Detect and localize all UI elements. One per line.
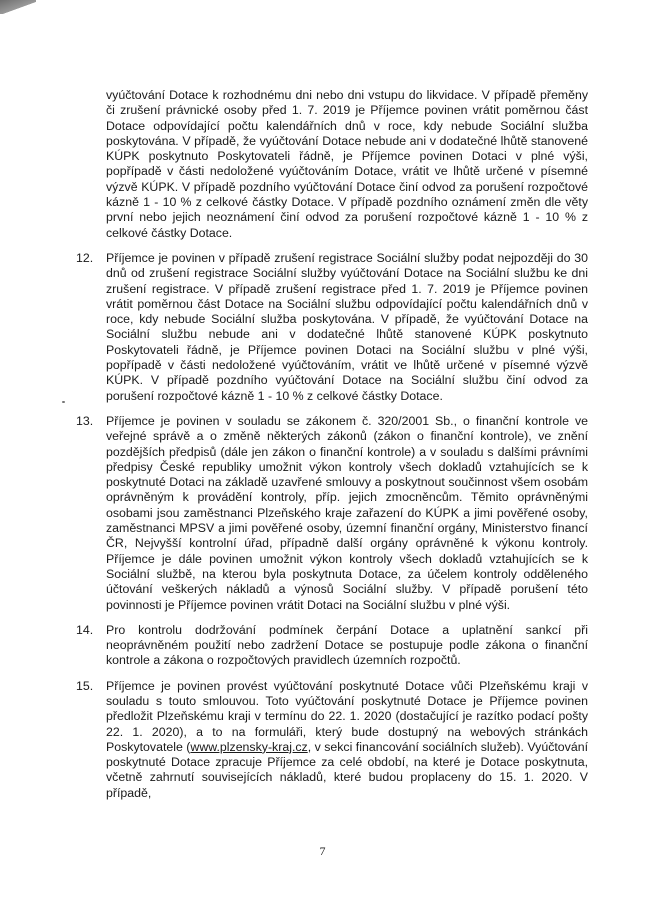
paragraph-text: Příjemce je povinen v souladu se zákonem č. 320/2001 Sb., o finanční kontrole ve veřejné správě a o změně některých zákonů (zákon o finanční kontrole), ve znění pozdějších předpisů (dále jen zákon o finanční kontrole) a v souladu s dalšími právními předpisy České republiky umožnit výkon kontroly všech dokladů vztahujících se k poskytnuté Dotaci na základě uzavřené smlouvy a poskytnout součinnost všem osobám oprávněným k provádění kontroly, příp. jejich zmocněncům. Těmito oprávněnými osobami jsou zaměstnanci Plzeňského kraje zařazení do KÚPK a jimi pověřené osoby, zaměstnanci MPSV a jimi pověřené osoby, územní finanční orgány, Ministerstvo financí ČR, Nejvyšší kontrolní úřad, případně další orgány oprávněné k výkonu kontroly. Příjemce je dále povinen umožnit výkon kontroly všech dokladů vztahujících se k Sociální službě, na kterou byla poskytnuta Dotace, za účelem kontroly odděleného účtování veškerých nákladů a výnosů Sociální služby. V případě porušení této povinnosti je Příjemce povinen vrátit Dotaci na Sociální službu v plné výši. (106, 413, 588, 612)
website-link[interactable]: www.plzensky-kraj.cz (190, 739, 308, 754)
paragraph-number: 14. (76, 622, 94, 637)
paragraph-14 (76, 623, 588, 669)
paragraph-text: Příjemce je povinen v případě zrušení registrace Sociální služby podat nejpozději do 30 dnů od zrušení registrace Sociální služby vyúčtování Dotace na Sociální službu ke dni zrušení registrace. V případě zrušení registrace před 1. 7. 2019 je Příjemce povinen vrátit poměrnou část Dotace na Sociální službu odpovídající počtu kalendářních dnů v roce, kdy nebude Sociální služba poskytována. V případě, že vyúčtování Dotace na Sociální službu nebude ani v dodatečné lhůtě stanovené KÚPK poskytnuto Poskytovateli řádně, je Příjemce povinen Dotaci na Sociální službu v plné výši, popřípadě v části nedoložené vyúčtováním, vrátit ve lhůtě určené v písemné výzvě KÚPK. V případě pozdního vyúčtování Dotace na Sociální službu činí odvod za porušení rozpočtové kázně 1 - 10 % z celkové částky Dotace. (106, 250, 588, 403)
continuation-paragraph: vyúčtování Dotace k rozhodnému dni nebo dni vstupu do likvidace. V případě přeměny či zrušení právnické osoby před 1. 7. 2019 je Příjemce povinen vrátit poměrnou část Dotace odpovídající počtu kalendářních dnů v roce, kdy nebude Sociální služba poskytována. V případě, že vyúčtování Dotace nebude ani v dodatečné lhůtě stanovené KÚPK poskytnuto Poskytovateli řádně, je Příjemce povinen Dotaci v plné výši, popřípadě v části nedoložené vyúčtováním Dotace, vrátit ve lhůtě určené v písemné výzvě KÚPK. V případě pozdního vyúčtování Dotace činí odvod za porušení rozpočtové kázně 1 - 10 % z celkové částky Dotace. V případě pozdního oznámení změn dle věty první nebo jejich neoznámení činí odvod za porušení rozpočtové kázně 1 - 10 % z celkové částky Dotace. (106, 88, 588, 240)
scan-corner-mark (0, 0, 36, 14)
paragraph-15 (76, 679, 588, 801)
page-number: 7 (319, 844, 326, 858)
paragraph-13 (76, 414, 588, 613)
paragraph-number: 15. (76, 678, 94, 693)
paragraph-text-end: , v sekci financování sociálních služeb). Vyúčtování poskytnuté Dotace zpracuje Příjemce za celé období, na které je Dotace poskytnuta, včetně zahrnutí souvisejících nákladů, které budou proplaceny do 15. 1. 2020. V případě, (106, 739, 588, 800)
paragraph-number: 13. (76, 413, 94, 428)
paragraph-text: Pro kontrolu dodržování podmínek čerpání Dotace a uplatnění sankcí při neoprávněném použití nebo zadržení Dotace se postupuje podle zákona o finanční kontrole a zákona o rozpočtových pravidlech územních rozpočtů. (106, 622, 588, 668)
scan-speck (62, 401, 65, 403)
paragraph-text-start: Příjemce je povinen provést vyúčtování poskytnuté Dotace vůči Plzeňskému kraji v souladu s touto smlouvou. Toto vyúčtování poskytnuté Dotace je Příjemce povinen předložit Plzeňskému kraji v termínu do 22. 1. 2020 (dostačující je razítko podací pošty 22. 1. 2020), a to na formuláři, který bude dostupný na webových stránkách Poskytovatele ( (106, 678, 588, 754)
document-body (76, 88, 588, 811)
paragraph-text (106, 679, 588, 801)
paragraph-12 (76, 251, 588, 404)
paragraph-number: 12. (76, 250, 94, 265)
